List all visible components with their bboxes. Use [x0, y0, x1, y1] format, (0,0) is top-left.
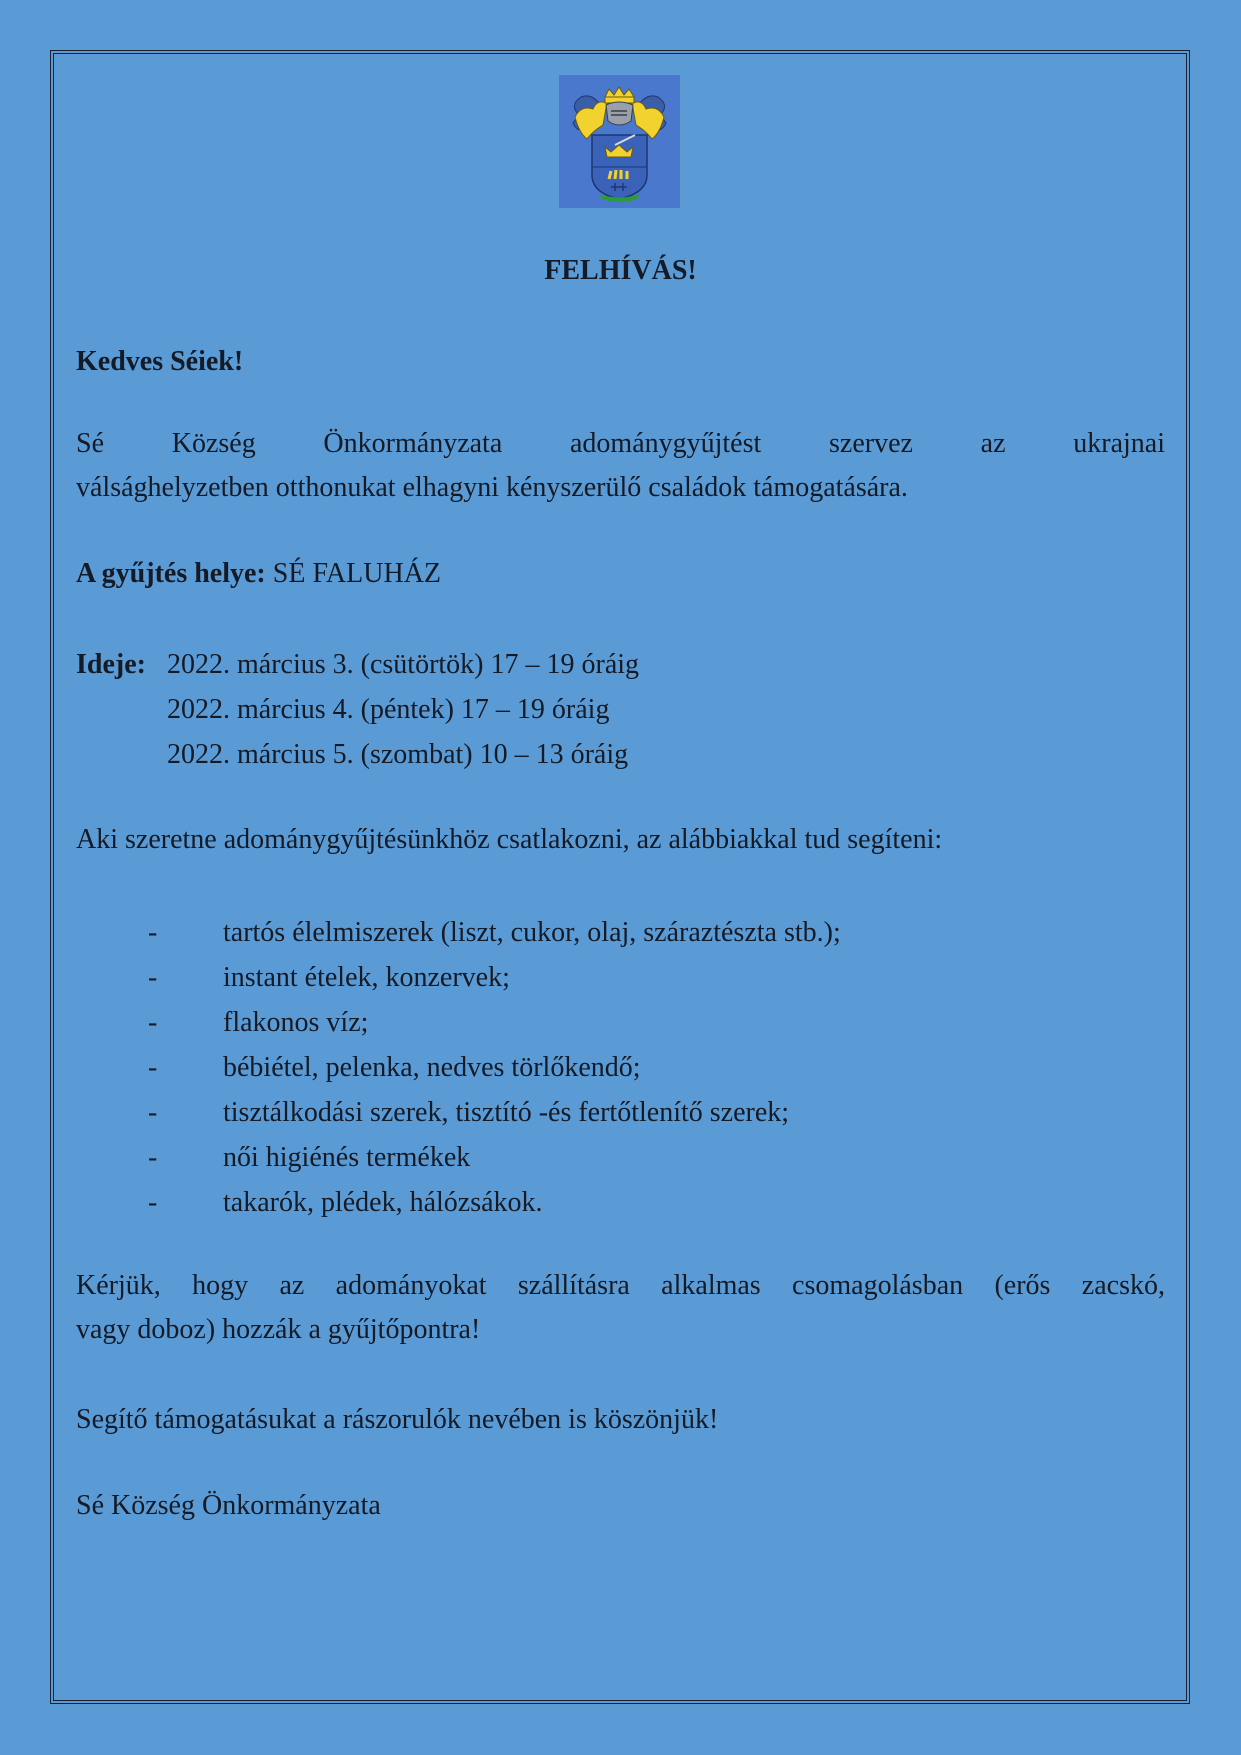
- packaging-line-2: vagy doboz) hozzák a gyűjtőpontra!: [76, 1314, 481, 1345]
- list-item-text: flakonos víz;: [223, 1007, 369, 1038]
- time-row: [76, 642, 639, 687]
- bullet-dash: -: [148, 917, 158, 948]
- collection-times: [76, 642, 639, 777]
- location-value: SÉ FALUHÁZ: [272, 558, 442, 589]
- signature: Sé Község Önkormányzata: [76, 1490, 381, 1521]
- list-item-text: bébiétel, pelenka, nedves törlőkendő;: [223, 1052, 641, 1083]
- time-value: 2022. március 5. (szombat) 10 – 13 óráig: [167, 739, 629, 770]
- list-item: [148, 1090, 841, 1135]
- time-label: Ideje:: [76, 649, 146, 680]
- bullet-dash: -: [148, 1142, 158, 1173]
- bullet-dash: -: [148, 1007, 158, 1038]
- list-item-text: női higiénés termékek: [223, 1142, 471, 1173]
- list-item-text: instant ételek, konzervek;: [223, 962, 510, 993]
- intro-line-2: válsághelyzetben otthonukat elhagyni kényszerülő családok támogatására.: [76, 472, 908, 503]
- packaging-line-1: Kérjük, hogy az adományokat szállításra alkalmas csomagolásban (erős zacskó,: [76, 1270, 1165, 1301]
- intro-line-1: Sé Község Önkormányzata adománygyűjtést szervez az ukrajnai: [76, 428, 1165, 459]
- packaging-paragraph: [76, 1264, 1165, 1352]
- time-row: [76, 687, 639, 732]
- list-item-text: tisztálkodási szerek, tisztító -és fertőtlenítő szerek;: [223, 1097, 790, 1128]
- bullet-dash: -: [148, 1052, 158, 1083]
- help-intro: Aki szeretne adománygyűjtésünkhöz csatlakozni, az alábbiakkal tud segíteni:: [76, 824, 943, 855]
- coat-of-arms-icon: [559, 75, 680, 208]
- crest-graphic: [559, 75, 680, 208]
- list-item: [148, 1045, 841, 1090]
- bullet-dash: -: [148, 1187, 158, 1218]
- list-item: [148, 1000, 841, 1045]
- time-row: [76, 732, 639, 777]
- thanks-text: Segítő támogatásukat a rászorulók nevében is köszönjük!: [76, 1404, 719, 1435]
- time-value: 2022. március 4. (péntek) 17 – 19 óráig: [167, 694, 610, 725]
- intro-paragraph: [76, 422, 1165, 510]
- list-item-text: takarók, plédek, hálózsákok.: [223, 1187, 543, 1218]
- location-line: [76, 552, 441, 596]
- bullet-dash: -: [148, 962, 158, 993]
- page-border: [50, 50, 1190, 1704]
- page-title: FELHÍVÁS!: [544, 255, 697, 286]
- list-item: [148, 955, 841, 1000]
- list-item: [148, 910, 841, 955]
- greeting: Kedves Séiek!: [76, 346, 244, 377]
- list-item: [148, 1180, 841, 1225]
- list-item: [148, 1135, 841, 1180]
- donation-items-list: [148, 910, 841, 1225]
- time-value: 2022. március 3. (csütörtök) 17 – 19 óráig: [167, 649, 640, 680]
- bullet-dash: -: [148, 1097, 158, 1128]
- location-label: A gyűjtés helye:: [76, 558, 266, 589]
- list-item-text: tartós élelmiszerek (liszt, cukor, olaj, száraztészta stb.);: [223, 917, 841, 948]
